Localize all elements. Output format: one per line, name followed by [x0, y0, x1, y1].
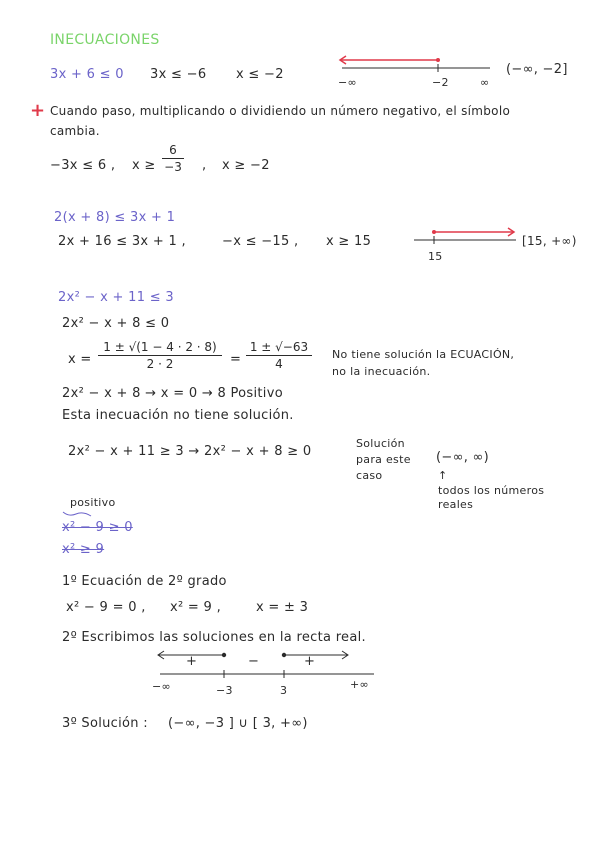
- ex3-solution-label-2: para este: [356, 453, 411, 466]
- ex4-step1-eq-1: x² − 9 = 0 ,: [66, 600, 146, 615]
- ex2-heading: 2(x + 8) ≤ 3x + 1: [54, 210, 176, 225]
- note-fraction-den: −3: [164, 160, 182, 174]
- ex3-fraction-2-den: 4: [275, 357, 283, 371]
- ex1-number-line: [330, 52, 500, 76]
- note-fraction: [162, 143, 184, 174]
- page-title: INECUACIONES: [50, 32, 160, 48]
- ex3-heading: 2x² − x + 11 ≤ 3: [58, 290, 174, 305]
- note-line-2: cambia.: [50, 124, 100, 138]
- ex2-line-mid: 15: [428, 250, 443, 263]
- ex4-struck-2: x² ≥ 9: [62, 542, 105, 557]
- ex2-step-2: −x ≤ −15 ,: [222, 234, 299, 249]
- ex4-sign-1: +: [186, 654, 198, 669]
- ex1-number-line-graphic: [330, 52, 500, 76]
- ex3-conclusion: Esta inecuación no tiene solución.: [62, 408, 294, 423]
- ex3-x-eq: x =: [68, 352, 92, 367]
- ex3-solution-label-3: caso: [356, 469, 383, 482]
- ex1-step-1: 3x + 6 ≤ 0: [50, 67, 124, 82]
- ex3-fraction-1-den: 2 · 2: [146, 357, 174, 371]
- ex4-sign-3: +: [304, 654, 316, 669]
- ex4-step1-eq-3: x = ± 3: [256, 600, 309, 615]
- ex1-line-left: −∞: [338, 76, 357, 89]
- ex3-fraction-1-num: 1 ± √(1 − 4 · 2 · 8): [103, 340, 217, 354]
- ex3-check: 2x² − x + 8 → x = 0 → 8 Positivo: [62, 386, 283, 401]
- ex3-solution-label-1: Solución: [356, 437, 405, 450]
- ex1-line-mid: −2: [432, 76, 449, 89]
- ex4-step3-label: 3º Solución :: [62, 716, 148, 731]
- ex2-interval: [15, +∞): [522, 234, 577, 248]
- ex3-fraction-2-num: 1 ± √−63: [249, 340, 309, 354]
- ex3-step-1: 2x² − x + 8 ≤ 0: [62, 316, 170, 331]
- ex3-fraction-2: [246, 340, 312, 371]
- ex4-step1-eq-2: x² = 9 ,: [170, 600, 221, 615]
- ex4-step2-label: 2º Escribimos las soluciones en la recta real.: [62, 630, 366, 645]
- note-example-b: x ≥: [132, 158, 156, 173]
- ex3-equals: =: [230, 352, 242, 367]
- brace-icon: [62, 510, 92, 518]
- ex3-solution-interval: (−∞, ∞): [436, 450, 490, 465]
- note-example-c: ,: [202, 158, 207, 173]
- ex4-tick-1: −∞: [152, 680, 171, 693]
- ex3-no-solution-1: No tiene solución la ECUACIÓN,: [332, 348, 515, 361]
- note-example-a: −3x ≤ 6 ,: [50, 158, 116, 173]
- ex3-reverse: 2x² − x + 11 ≥ 3 → 2x² − x + 8 ≥ 0: [68, 444, 312, 459]
- ex4-tick-2: −3: [216, 684, 233, 697]
- ex3-all-reals-1: todos los números: [438, 484, 545, 497]
- note-line-1: Cuando paso, multiplicando o dividiendo un número negativo, el símbolo: [50, 104, 511, 118]
- ex4-tick-3: 3: [280, 684, 288, 697]
- ex1-interval: (−∞, −2]: [506, 62, 568, 77]
- note-example-d: x ≥ −2: [222, 158, 270, 173]
- ex2-step-3: x ≥ 15: [326, 234, 372, 249]
- ex3-all-reals-2: reales: [438, 498, 474, 511]
- ex4-positivo-label: positivo: [70, 496, 116, 509]
- ex2-step-1: 2x + 16 ≤ 3x + 1 ,: [58, 234, 186, 249]
- ex1-step-2: 3x ≤ −6: [150, 67, 207, 82]
- ex4-solution: (−∞, −3 ] ∪ [ 3, +∞): [168, 716, 308, 731]
- plus-icon: +: [30, 100, 46, 121]
- ex1-line-right: ∞: [480, 76, 490, 89]
- note-fraction-num: 6: [169, 143, 177, 157]
- ex4-sign-2: −: [248, 654, 260, 669]
- ex3-no-solution-2: no la inecuación.: [332, 365, 431, 378]
- ex4-struck-1: x² − 9 ≥ 0: [62, 520, 133, 535]
- up-arrow-icon: ↑: [438, 469, 448, 482]
- ex4-step1-label: 1º Ecuación de 2º grado: [62, 574, 227, 589]
- ex2-number-line: [410, 224, 520, 248]
- ex3-fraction-1: [98, 340, 222, 371]
- ex2-number-line-graphic: [410, 224, 520, 248]
- ex1-step-3: x ≤ −2: [236, 67, 284, 82]
- ex4-tick-4: +∞: [350, 678, 369, 691]
